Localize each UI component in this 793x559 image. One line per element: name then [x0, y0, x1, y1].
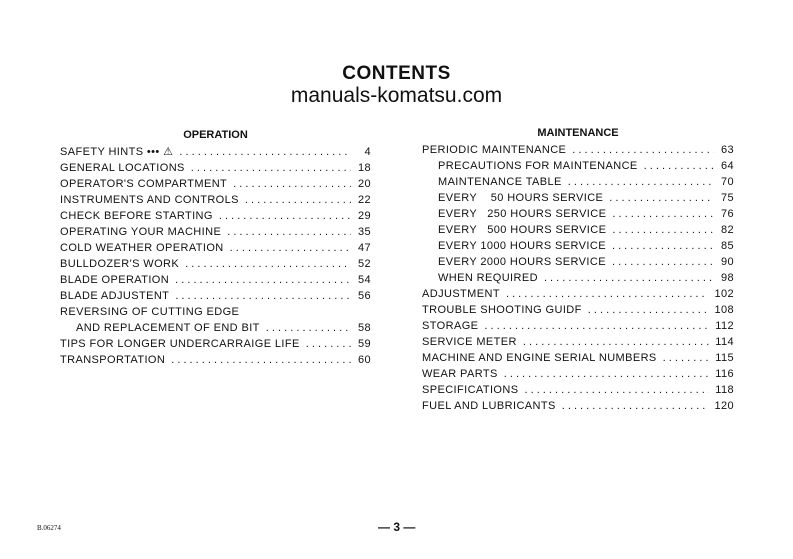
toc-entry-label: EVERY 50 HOURS SERVICE [438, 192, 604, 204]
page-number: — 3 — [378, 520, 416, 534]
section-heading: OPERATION [183, 129, 248, 141]
toc-entry-label: OPERATING YOUR MACHINE [60, 226, 222, 238]
toc-entry-page: 85 [720, 240, 734, 252]
toc-entry-label: TIPS FOR LONGER UNDERCARRAIGE LIFE [60, 338, 300, 350]
toc-entry-label: MACHINE AND ENGINE SERIAL NUMBERS [422, 352, 657, 364]
toc-entry [422, 286, 734, 302]
toc-entry-label: CHECK BEFORE STARTING [60, 210, 213, 222]
toc-entry-label: PRECAUTIONS FOR MAINTENANCE [438, 160, 638, 172]
toc-entry-label: SPECIFICATIONS [422, 384, 519, 396]
toc-entry [60, 240, 371, 256]
dot-leader [230, 240, 351, 256]
toc-entry [422, 318, 734, 334]
toc-entry [60, 176, 371, 192]
toc-entry-page: 70 [720, 176, 734, 188]
toc-entry [422, 334, 734, 350]
toc-entry [60, 256, 371, 272]
toc-entry [422, 206, 734, 222]
toc-entry-page: 102 [714, 288, 734, 300]
toc-entry-label: SERVICE METER [422, 336, 517, 348]
dot-leader [306, 336, 351, 352]
toc-entry-page: 29 [357, 210, 371, 222]
toc-entry-page: 120 [714, 400, 734, 412]
toc-entry [422, 366, 734, 382]
maintenance-section [422, 125, 734, 414]
toc-entry-page: 76 [720, 208, 734, 220]
section-heading: MAINTENANCE [537, 127, 619, 139]
operation-section [60, 127, 371, 368]
toc-entry [422, 382, 734, 398]
toc-entry-label: EVERY 500 HOURS SERVICE [438, 224, 607, 236]
dot-leader [185, 256, 351, 272]
toc-entry [422, 190, 734, 206]
dot-leader [644, 158, 714, 174]
toc-entry-label: FUEL AND LUBRICANTS [422, 400, 556, 412]
toc-entry-label: TROUBLE SHOOTING GUIDF [422, 304, 582, 316]
toc-entry-page: 116 [715, 368, 734, 380]
toc-entry-page: 60 [357, 354, 371, 366]
toc-entry-page: 59 [357, 338, 371, 350]
toc-entry-label: ADJUSTMENT [422, 288, 500, 300]
dot-leader [524, 382, 709, 398]
toc-entry-label: WEAR PARTS [422, 368, 498, 380]
toc-entry-page: 82 [720, 224, 734, 236]
watermark: manuals-komatsu.com [290, 84, 503, 107]
toc-entry-label: REVERSING OF CUTTING EDGE [60, 306, 240, 318]
toc-entry-page: 20 [357, 178, 371, 190]
dot-leader [227, 224, 351, 240]
toc-entry-page: 4 [364, 146, 371, 158]
dot-leader [612, 206, 714, 222]
dot-leader [219, 208, 351, 224]
toc-entry [60, 144, 371, 160]
toc-entry [422, 254, 734, 270]
dot-leader [612, 254, 714, 270]
toc-entry [60, 320, 371, 336]
dot-leader [523, 334, 709, 350]
toc-entry-page: 90 [720, 256, 734, 268]
page-title: CONTENTS [342, 63, 451, 84]
toc-entry-label: GENERAL LOCATIONS [60, 162, 185, 174]
toc-entry-page: 22 [357, 194, 371, 206]
toc-entry-page: 112 [715, 320, 734, 332]
dot-leader [266, 320, 351, 336]
toc-entry-label: BULLDOZER'S WORK [60, 258, 180, 270]
toc-entry-label: OPERATOR'S COMPARTMENT [60, 178, 228, 190]
dot-leader [175, 288, 351, 304]
toc-entry-label: EVERY 250 HOURS SERVICE [438, 208, 607, 220]
toc-entry-page: 115 [715, 352, 734, 364]
toc-entry-label: EVERY 1000 HOURS SERVICE [438, 240, 606, 252]
toc-entry [422, 398, 734, 414]
toc-entry [422, 302, 734, 318]
dot-leader [191, 160, 351, 176]
toc-entry [60, 208, 371, 224]
toc-entry-page: 52 [357, 258, 371, 270]
toc-entry-page: 56 [357, 290, 371, 302]
toc-entry [60, 272, 371, 288]
toc-entry [60, 288, 371, 304]
toc-entry-page: 35 [357, 226, 371, 238]
dot-leader [504, 366, 710, 382]
toc-entry [60, 304, 371, 320]
toc-entry-label: WHEN REQUIRED [438, 272, 538, 284]
document-code: B.06274 [37, 524, 61, 532]
dot-leader [568, 174, 714, 190]
dot-leader [484, 318, 709, 334]
toc-entry-label: COLD WEATHER OPERATION [60, 242, 224, 254]
toc-entry [60, 192, 371, 208]
toc-entry-page: 98 [720, 272, 734, 284]
toc-entry-page: 58 [357, 322, 371, 334]
toc-entry [60, 224, 371, 240]
toc-entry-label: EVERY 2000 HOURS SERVICE [438, 256, 606, 268]
dot-leader [572, 142, 714, 158]
toc-entry [422, 158, 734, 174]
dot-leader [612, 222, 714, 238]
toc-entry-label: MAINTENANCE TABLE [438, 176, 562, 188]
dot-leader [506, 286, 708, 302]
toc-entry-page: 47 [357, 242, 371, 254]
dot-leader [179, 144, 351, 160]
toc-entry-label: TRANSPORTATION [60, 354, 166, 366]
dot-leader [233, 176, 351, 192]
dot-leader [171, 352, 351, 368]
toc-entry [422, 142, 734, 158]
toc-entry-page: 108 [714, 304, 734, 316]
toc-entry-page: 114 [715, 336, 734, 348]
toc-entry-page: 75 [720, 192, 734, 204]
dot-leader [245, 192, 351, 208]
toc-entry [60, 160, 371, 176]
toc-entry [60, 336, 371, 352]
toc-entry-page: 54 [357, 274, 371, 286]
toc-entry-label: INSTRUMENTS AND CONTROLS [60, 194, 239, 206]
toc-entry [422, 350, 734, 366]
toc-entry-page: 18 [357, 162, 371, 174]
toc-entry-page: 64 [720, 160, 734, 172]
dot-leader [562, 398, 709, 414]
toc-entry-page: 118 [715, 384, 734, 396]
toc-entry-label: AND REPLACEMENT OF END BIT [76, 322, 260, 334]
toc-entry-page: 63 [720, 144, 734, 156]
dot-leader [175, 272, 351, 288]
dot-leader [612, 238, 714, 254]
toc-entry-label: PERIODIC MAINTENANCE [422, 144, 567, 156]
toc-entry-label: BLADE ADJUSTENT [60, 290, 170, 302]
toc-entry [422, 222, 734, 238]
dot-leader [588, 302, 709, 318]
dot-leader [663, 350, 710, 366]
toc-entry [422, 238, 734, 254]
toc-entry-label: BLADE OPERATION [60, 274, 170, 286]
dot-leader [544, 270, 714, 286]
toc-entry [422, 270, 734, 286]
dot-leader [609, 190, 714, 206]
toc-entry [422, 174, 734, 190]
toc-entry-label: SAFETY HINTS ••• ⚠ [60, 146, 174, 158]
toc-entry-label: STORAGE [422, 320, 479, 332]
toc-entry [60, 352, 371, 368]
